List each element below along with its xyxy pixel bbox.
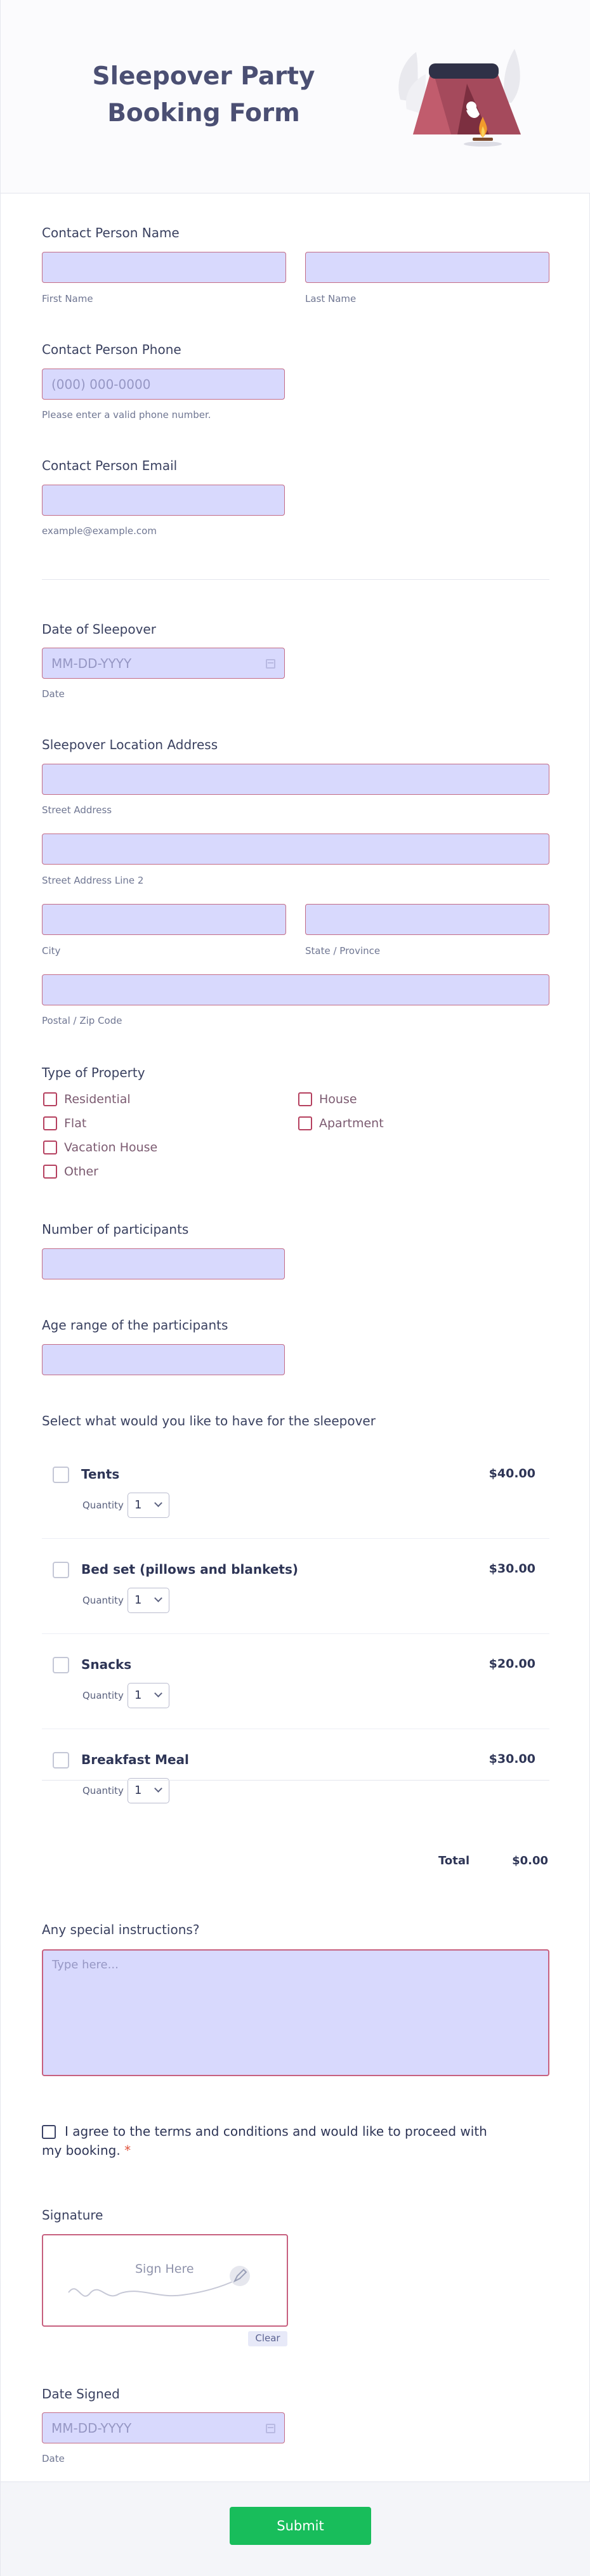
chevron-down-icon bbox=[154, 1594, 162, 1602]
quantity-value: 1 bbox=[134, 1689, 142, 1702]
product-checkbox-bed-set[interactable] bbox=[53, 1562, 69, 1578]
quantity-select-bed-set[interactable] bbox=[128, 1588, 169, 1613]
email-sublabel: example@example.com bbox=[42, 525, 157, 537]
product-name-snacks: Snacks bbox=[81, 1657, 132, 1672]
date-signed-placeholder: MM-DD-YYYY bbox=[51, 2421, 132, 2436]
signature-placeholder: Sign Here bbox=[135, 2262, 194, 2276]
calendar-icon[interactable] bbox=[266, 659, 275, 669]
date-signed-sublabel: Date bbox=[42, 2453, 65, 2464]
quantity-value: 1 bbox=[134, 1593, 142, 1607]
tent-illustration bbox=[388, 39, 534, 154]
chevron-down-icon bbox=[154, 1784, 162, 1793]
signature-pad[interactable] bbox=[42, 2234, 288, 2327]
quantity-value: 1 bbox=[134, 1498, 142, 1512]
quantity-select-breakfast[interactable] bbox=[128, 1778, 169, 1803]
city-sublabel: City bbox=[42, 945, 61, 957]
agree-label bbox=[42, 2122, 499, 2160]
quantity-label: Quantity bbox=[82, 1595, 124, 1606]
product-price-bed-set: $30.00 bbox=[488, 1562, 535, 1576]
date-signed-label: Date Signed bbox=[42, 2386, 120, 2402]
sleepover-date-label: Date of Sleepover bbox=[42, 622, 156, 637]
first-name-input[interactable] bbox=[42, 252, 286, 283]
checkbox-house[interactable] bbox=[298, 1092, 312, 1106]
option-vacation-house-label: Vacation House bbox=[64, 1141, 158, 1154]
instructions-placeholder: Type here... bbox=[52, 1958, 119, 1971]
product-name-bed-set: Bed set (pillows and blankets) bbox=[81, 1562, 299, 1577]
quantity-select-tents[interactable] bbox=[128, 1493, 169, 1518]
sleepover-date-input[interactable] bbox=[42, 648, 285, 679]
contact-phone-label: Contact Person Phone bbox=[42, 342, 181, 357]
option-house-label: House bbox=[319, 1092, 357, 1106]
city-input[interactable] bbox=[42, 904, 286, 935]
property-type-label: Type of Property bbox=[42, 1065, 145, 1080]
form-header bbox=[1, 0, 590, 193]
checkbox-residential[interactable] bbox=[43, 1092, 57, 1106]
quantity-value: 1 bbox=[134, 1784, 142, 1797]
agree-text: I agree to the terms and conditions and would like to proceed with my booking. bbox=[42, 2124, 487, 2158]
phone-placeholder: (000) 000-0000 bbox=[51, 377, 151, 392]
pen-icon bbox=[227, 2263, 252, 2289]
email-input[interactable] bbox=[42, 485, 285, 516]
postal-code-input[interactable] bbox=[42, 974, 549, 1005]
product-price-tents: $40.00 bbox=[488, 1467, 535, 1481]
product-separator bbox=[42, 1633, 549, 1634]
product-name-tents: Tents bbox=[81, 1467, 120, 1482]
age-range-label: Age range of the participants bbox=[42, 1317, 228, 1333]
quantity-label: Quantity bbox=[82, 1785, 124, 1796]
chevron-down-icon bbox=[154, 1499, 162, 1507]
contact-name-label: Contact Person Name bbox=[42, 225, 180, 240]
signature-label: Signature bbox=[42, 2207, 103, 2223]
product-name-breakfast: Breakfast Meal bbox=[81, 1752, 189, 1767]
street-address-input[interactable] bbox=[42, 764, 549, 795]
participants-label: Number of participants bbox=[42, 1222, 189, 1237]
option-flat-label: Flat bbox=[64, 1116, 87, 1130]
quantity-label: Quantity bbox=[82, 1500, 124, 1511]
quantity-select-snacks[interactable] bbox=[128, 1683, 169, 1708]
instructions-label: Any special instructions? bbox=[42, 1922, 200, 1937]
first-name-sublabel: First Name bbox=[42, 293, 93, 304]
state-sublabel: State / Province bbox=[305, 945, 381, 957]
street-address-2-sublabel: Street Address Line 2 bbox=[42, 875, 144, 886]
section-divider bbox=[42, 579, 549, 580]
address-label: Sleepover Location Address bbox=[42, 737, 218, 752]
total-label: Total bbox=[438, 1854, 470, 1867]
age-range-input[interactable] bbox=[42, 1344, 285, 1375]
street-address-sublabel: Street Address bbox=[42, 804, 112, 816]
products-divider bbox=[42, 1780, 549, 1781]
page-title: Sleepover Party Booking Form bbox=[92, 62, 315, 127]
checkbox-apartment[interactable] bbox=[298, 1116, 312, 1130]
participants-input[interactable] bbox=[42, 1248, 285, 1279]
phone-sublabel: Please enter a valid phone number. bbox=[42, 409, 211, 421]
date-signed-input[interactable] bbox=[42, 2412, 285, 2443]
product-checkbox-tents[interactable] bbox=[53, 1467, 69, 1483]
checkbox-other[interactable] bbox=[43, 1165, 57, 1179]
product-separator bbox=[42, 1538, 549, 1539]
checkbox-vacation-house[interactable] bbox=[43, 1141, 57, 1154]
postal-code-sublabel: Postal / Zip Code bbox=[42, 1015, 122, 1026]
state-input[interactable] bbox=[305, 904, 549, 935]
sleepover-date-sublabel: Date bbox=[42, 688, 65, 700]
products-label: Select what would you like to have for the sleepover bbox=[42, 1413, 376, 1429]
last-name-input[interactable] bbox=[305, 252, 549, 283]
product-checkbox-snacks[interactable] bbox=[53, 1657, 69, 1673]
last-name-sublabel: Last Name bbox=[305, 293, 357, 304]
instructions-textarea[interactable] bbox=[42, 1949, 549, 2076]
phone-input[interactable] bbox=[42, 369, 285, 400]
option-apartment-label: Apartment bbox=[319, 1116, 384, 1130]
total-value: $0.00 bbox=[512, 1854, 548, 1867]
sleepover-date-placeholder: MM-DD-YYYY bbox=[51, 656, 132, 671]
product-checkbox-breakfast[interactable] bbox=[53, 1752, 69, 1769]
chevron-down-icon bbox=[154, 1689, 162, 1697]
submit-button[interactable]: Submit bbox=[230, 2507, 371, 2545]
option-residential-label: Residential bbox=[64, 1092, 131, 1106]
street-address-2-input[interactable] bbox=[42, 834, 549, 865]
product-price-breakfast: $30.00 bbox=[488, 1752, 535, 1766]
quantity-label: Quantity bbox=[82, 1690, 124, 1701]
required-mark: * bbox=[124, 2143, 131, 2158]
checkbox-flat[interactable] bbox=[43, 1116, 57, 1130]
contact-email-label: Contact Person Email bbox=[42, 458, 178, 473]
product-price-snacks: $20.00 bbox=[488, 1657, 535, 1671]
clear-signature-button[interactable]: Clear bbox=[248, 2331, 287, 2346]
option-other-label: Other bbox=[64, 1165, 98, 1179]
calendar-icon[interactable] bbox=[266, 2424, 275, 2433]
